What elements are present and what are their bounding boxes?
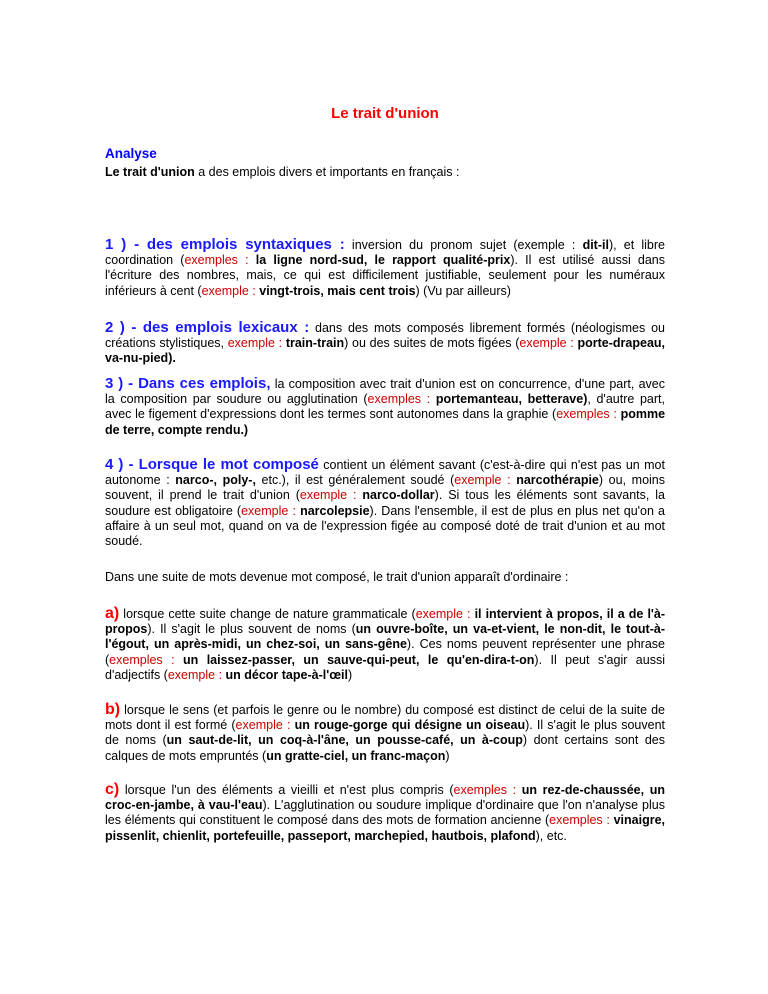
paragraph-3: [105, 376, 665, 438]
example-label: exemples :: [184, 253, 256, 268]
example-label: exemples :: [367, 392, 436, 407]
text: ): [347, 667, 353, 682]
text: ). L'agglutination ou soudure implique d'ordinaire que l'on n'analyse plus les éléments qui constituent le composé dans des mots de formation ancienne (: [105, 798, 665, 828]
paragraph-c-letter: c): [105, 781, 120, 798]
bold-example: un gratte-ciel, un franc-maçon: [266, 748, 446, 763]
bold-example: dit-il: [582, 238, 609, 252]
paragraph-1-heading: 1 ) - des emplois syntaxiques :: [105, 236, 345, 253]
bold-example: la ligne nord-sud, le rapport qualité-prix: [255, 253, 511, 268]
bold-example: narcolepsie: [300, 503, 370, 518]
example-label: exemple :: [415, 607, 475, 621]
intro-text: a des emplois divers et importants en français :: [194, 165, 460, 179]
bold-example: vinaigre, pissenlit, chienlit, portefeuille, passeport, marchepied, hautbois, plafond: [105, 813, 666, 843]
paragraph-b: [105, 702, 665, 764]
example-label: exemple :: [299, 488, 363, 503]
example-label: exemple :: [235, 718, 295, 733]
bold-example: pomme de terre, compte rendu.): [105, 407, 666, 437]
bold-example: un saut-de-lit, un coq-à-l'âne, un pousse-café, un à-coup: [166, 733, 523, 748]
text: ). Dans l'ensemble, il est de plus en plus net qu'on a affaire à un seul mot, quand on va de l'expression figée au composé doté de trait d'union et au mot soudé.: [105, 503, 666, 549]
text: ). Ces noms peuvent représenter une phrase (: [105, 637, 665, 667]
text: ): [445, 748, 450, 763]
bold-example: un laissez-passer, un sauve-qui-peut, le qu'en-dira-t-on: [183, 652, 535, 667]
example-label: exemple :: [454, 473, 517, 488]
section-heading-analyse: Analyse: [105, 146, 157, 161]
bold-example: narco-dollar: [362, 488, 435, 503]
paragraph-4-heading: 4 ) - Lorsque le mot composé: [105, 456, 319, 473]
bold-example: un ouvre-boîte, un va-et-vient, le non-dit, le tout-à-l'égout, un après-midi, un chez-soi, un sans-gêne: [105, 622, 665, 652]
text: inversion du pronom sujet (exemple :: [344, 238, 583, 252]
text: ) ou des suites de mots figées (: [344, 336, 520, 351]
example-label: exemple :: [241, 503, 301, 518]
text: dans des mots composés librement formés (néologismes ou créations stylistiques,: [105, 321, 665, 351]
text: etc.), il est généralement soudé (: [255, 473, 455, 488]
text: lorsque cette suite change de nature grammaticale (: [119, 607, 416, 621]
paragraph-b-letter: b): [105, 701, 121, 718]
text: ), etc.: [535, 828, 567, 843]
bold-example: il intervient à propos, il a de l'à-propos: [105, 607, 666, 637]
text: ). Il peut s'agir aussi d'adjectifs (: [105, 652, 665, 682]
paragraph-2-heading: 2 ) - des emplois lexicaux :: [105, 319, 310, 336]
page-title: Le trait d'union: [331, 105, 439, 122]
bold-example: narco-, poly-,: [175, 473, 256, 488]
example-label: exemples :: [549, 813, 614, 828]
example-label: exemple :: [201, 283, 260, 298]
text: ), et libre coordination (: [105, 238, 665, 268]
paragraph-1: [105, 237, 665, 299]
text: ). Il s'agit le plus souvent de noms (: [147, 622, 356, 637]
bold-example: porte-drapeau, va-nu-pied).: [105, 336, 666, 366]
intro-paragraph: [105, 165, 665, 180]
bold-example: vingt-trois, mais cent trois: [259, 283, 416, 298]
text: contient un élément savant (c'est-à-dire qui n'est pas un mot autonome :: [105, 458, 665, 488]
example-label: exemple :: [167, 667, 226, 682]
text: la composition avec trait d'union est on concurrence, d'une part, avec la composition par soudure ou agglutination (: [105, 377, 665, 407]
bold-example: un rez-de-chaussée, un croc-en-jambe, à vau-l'eau: [105, 783, 665, 813]
bold-example: un rouge-gorge qui désigne un oiseau: [294, 718, 526, 733]
bold-example: un décor tape-à-l'œil: [225, 667, 348, 682]
example-label: exemple :: [227, 336, 286, 351]
example-label: exemple :: [519, 336, 578, 351]
text: ). Il est utilisé aussi dans l'écriture des nombres, mais, ce qui est difficilement justifiable, seulement pour les numéraux inférieurs à cent (: [105, 253, 665, 298]
paragraph-2: [105, 320, 665, 367]
text: lorsque l'un des éléments a vieilli et n'est plus compris (: [119, 783, 454, 797]
paragraph-4: [105, 457, 665, 549]
text: , d'autre part, avec le figement d'expressions dont les termes sont autonomes dans la graphie (: [105, 392, 665, 422]
paragraph-a-letter: a): [105, 605, 120, 622]
bold-example: portemanteau, betterave): [435, 392, 588, 407]
example-label: exemples :: [556, 407, 621, 422]
text: lorsque le sens (et parfois le genre ou le nombre) du composé est distinct de celui de la suite de mots dont il est formé (: [105, 703, 665, 733]
text: ) ou, moins souvent, il prend le trait d'union (: [105, 473, 665, 503]
text: ) (Vu par ailleurs): [415, 283, 511, 298]
paragraph-3-heading: 3 ) - Dans ces emplois,: [105, 375, 271, 392]
paragraph-a: [105, 606, 665, 683]
example-label: exemples :: [453, 783, 522, 797]
bold-example: train-train: [285, 336, 345, 351]
text: ). Si tous les éléments sont savants, la soudure est obligatoire (: [105, 488, 665, 518]
bold-example: narcothérapie: [516, 473, 599, 488]
paragraph-c: [105, 782, 665, 844]
intro-bold: Le trait d'union: [105, 165, 195, 179]
lead-paragraph: Dans une suite de mots devenue mot composé, le trait d'union apparaît d'ordinaire :: [105, 570, 569, 584]
text: ). Il s'agit le plus souvent de noms (: [105, 718, 666, 748]
text: ) dont certains sont des calques de mots empruntés (: [105, 733, 666, 763]
example-label: exemples :: [109, 652, 183, 667]
